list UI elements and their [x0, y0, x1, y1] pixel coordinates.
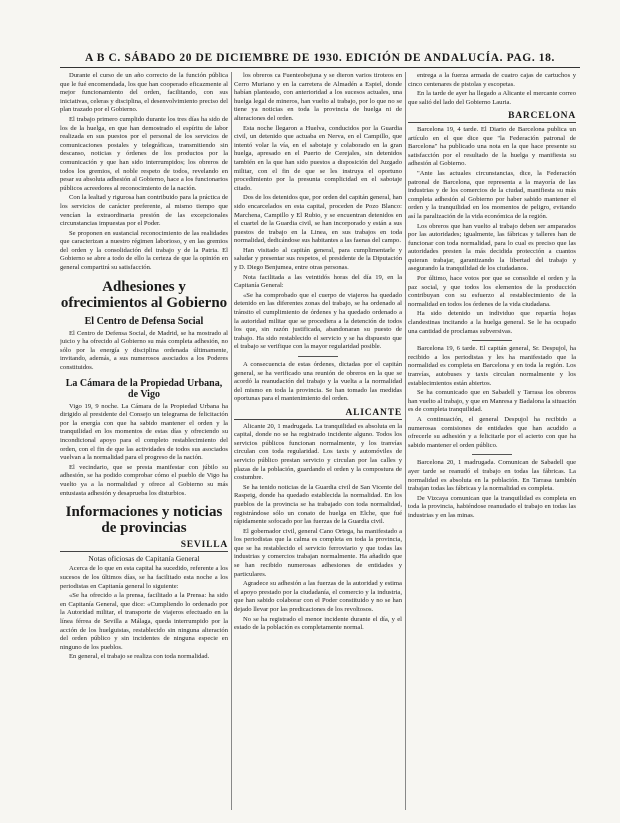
paragraph: Esta noche llegaron a Huelva, conducidos por la Guardia civil, un detenido que actuaba en Nerva, en el Campillo, que intentó volar la vía, en el sabotaje y colaborado en la gran huelga, apresado en el Puerto de Cerejales, sin detenidos también en la que han sido puestos a disposición del Juzgado militar, con el fin de que se les instruya el oportuno procedimiento por la presunta complicidad en el sabotaje citado.	[234, 124, 402, 192]
paragraph: En general, el trabajo se realiza con toda normalidad.	[69, 653, 210, 661]
paragraph: De Vizcaya comunican que la tranquilidad es completa en toda la provincia, habiéndose reanudado el trabajo en todas las industrias y en las minas.	[408, 494, 576, 519]
section-divider	[298, 356, 338, 357]
paragraph: Agradece su adhesión a las fuerzas de la autoridad y estima el apoyo prestado por la ciudadanía, el comercio y la industria, que han sabido colaborar con el Poder constituido y no se han dejado llevar por las predicaciones de los revoltosos.	[234, 580, 402, 614]
paragraph: A consecuencia de estas órdenes, dictadas por el capitán general, se ha verificado una reunión de obreros en la que se acordó la reanudación del trabajo y la vuelta a la normalidad del mismo en toda la provincia. Se han tomado las medidas oportunas para el mantenimiento del orden.	[234, 361, 402, 403]
paragraph: Los obreros que han vuelto al trabajo deben ser amparados por las autoridades; igualmente, las fábricas y talleres han de funcionar con toda normalidad, para lo cual es preciso que las autoridades presten la más decidida protección a cuantos quieran trabajar, garantizando la libertad del trabajo y asegurando la tranquilidad de los ciudadanos.	[408, 222, 576, 273]
paragraph: El trabajo primero cumplido durante los tres días ha sido de los de la huelga, en que han demostrado el espíritu de labor realizada en sus puestos por el personal de los servicios de comunicaciones postales y telegráficas, transmitiendo sin descanso, noticias y órdenes de los productos por la comunicación y que han sido interrumpidos; los obreros de todos los gremios, el noble respeto de todos, revelando en pesar su absoluta adhesión al Gobierno, hace a los funcionarios públicos acreedores al reconocimiento de la nación.	[60, 115, 228, 192]
paragraph: Barcelona 19, 4 tarde. El Diario de Barcelona publica un artículo en el que dice que "la Federación patronal de Barcelona" ha publicado una nota en la que hace presente su satisfacción por el resultado de la huelga y manifiesta su adhesión al Gobierno.	[408, 125, 576, 168]
paragraph: El vecindario, que se presta manifestar con júbilo su adhesión, se ha podido comprobar cómo el pueblo de Vigo ha vuelto ya a la normalidad y ofrece al Gobierno su más entusiasta adhesión y desaprueba los disturbios.	[60, 463, 228, 497]
column-3	[408, 72, 576, 812]
paragraph: El Centro de Defensa Social, de Madrid, se ha mostrado al juicio y ha ofrecido al Gobierno su más completa adhesión, no sólo por la energía y disciplina ordenada últimamente, invitando, además, a sus numerosos asociados a los Poderes constituidos.	[60, 329, 228, 372]
paragraph: Acerca de lo que en esta capital ha sucedido, referente a los sucesos de los últimos días, se ha facilitado esta noche a los periodistas en Capitanía general lo siguiente:	[60, 565, 228, 590]
section-subtitle: Notas oficiosas de Capitanía General	[88, 553, 200, 563]
city-heading-barcelona: BARCELONA	[408, 112, 576, 123]
paragraph: los obreros ca Fuenteobejuna y se dieron varios tiroteos en Cerro Muriano y en la carretera de Almadén a Espiel, donde habían planteado, con anterioridad a los sucesos actuales, una huelga legal de mineros, han vuelto al trabajo, por lo que no se tiene ya noticias en toda la provincia de huelga ni de alteraciones del orden.	[234, 72, 402, 122]
paragraph: Se proponen en sustancial reconocimiento de las realidades que caracterizan a nuestro régimen laborioso, y en las gremios del orden y la consolidación del trabajo y de la Patria. El Gobierno se abre a todo de ello la certeza de que la opinión en general compartirá su satisfacción.	[60, 229, 228, 272]
paragraph: «Se ha comprobado que el cuerpo de viajeros ha quedado detenido en las diferentes zonas del trabajo, se ha ordenado al tránsito el cumplimiento de órdenes y ha quedado ordenado a la autoridad militar que se procediera a la detención de todos los que, sin razón justificada, abandonaran su puesto de trabajo. Ha sido restablecido el servicio y se ha dispuesto que el trabajo se verifique con la mayor regularidad posible.	[234, 291, 402, 351]
paragraph: "Ante las actuales circunstancias, dice, la Federación patronal de Barcelona, que representa a la mayoría de las industrias y de los comercios de la ciudad, manifiesta su más completa adhesión al Gobierno por haber sabido mantener el orden y la tranquilidad en los momentos de peligro, evitando así la paralización de la vida económica de la región.	[408, 169, 576, 220]
paragraph: Alicante 20, 1 madrugada. La tranquilidad es absoluta en la capital, donde no se ha registrado incidente alguno. Todos los servicios públicos funcionan normalmente, y los tranvías circulan con toda regularidad. Los taxis y automóviles de servicio público prestan servicio y circulan por las calles y plazas de la población, guardando el orden y la compostura de costumbre.	[234, 422, 402, 482]
city-heading-alicante: ALICANTE	[234, 409, 402, 420]
city-heading-sevilla: SEVILLA	[60, 541, 228, 552]
paragraph: Durante el curso de un año correcto de la función pública que le fué encomendada, los que han cooperado eficazmente al mejor funcionamiento del orden, facilitando, con sus iniciativas, celeras y disciplina, el desenvolvimiento preciso del plan trazado por el Gobierno.	[60, 72, 228, 114]
paragraph: Se ha comunicado que en Sabadell y Tarrasa los obreros han vuelto al trabajo, y que en Manresa y Badalona la situación es de completa tranquilidad.	[408, 389, 576, 414]
paragraph: Por último, hace votos por que se consolide el orden y la paz social, y que todos los elementos de la producción contribuyan con su esfuerzo al restablecimiento de la normalidad en todos los órdenes de la vida ciudadana.	[408, 275, 576, 308]
page-header: A B C. SÁBADO 20 DE DICIEMBRE DE 1930. EDICIÓN DE ANDALUCÍA. PAG. 18.	[85, 52, 555, 64]
paragraph: «Se ha ofrecido a la prensa, facilitado a la Prensa: ha sido en Capitanía General, que dice: «Cumpliendo lo ordenado por la Autoridad militar, el transporte de viajeros efectuado en la línea férrea de Sevilla a Málaga, queda interrumpido por la acción de los huelguistas, restablecido sin ninguna alteración del orden público y sin incidentes de ninguna especie en ninguno de los pueblos.	[60, 592, 228, 651]
paragraph: Nota facilitada a las veintidós horas del día 19, en la Capitanía General:	[234, 273, 402, 290]
column-divider	[405, 72, 406, 810]
paragraph: Vigo 19, 9 noche. La Cámara de la Propiedad Urbana ha dirigido al presidente del Consejo un telegrama de felicitación por la energía con que ha sabido mantener el orden y la tranquilidad en los momentos de estas días y ofreciendo su incondicional apoyo para el completo restablecimiento del orden, con el fin de que las actividades de todos sus asociados vuelvan a la normalidad para el progreso de la nación.	[60, 402, 228, 462]
section-divider	[472, 340, 512, 341]
paragraph: Se ha tenido noticias de la Guardia civil de San Vicente del Raspeig, donde ha quedado establecida la normalidad. En los pueblos de la provincia se ha trabajado con toda normalidad, registrándose sólo un conato de huelga en Elche, que fué rápidamente sofocado por las fuerzas de la Guardia civil.	[234, 483, 402, 526]
subheadline-camara-vigo: La Cámara de la Propiedad Urbana, de Vigo	[65, 377, 223, 400]
paragraph: En la tarde de ayer ha llegado a Alicante el mercante correo que salió del lado del Gobierno Lauria.	[408, 90, 576, 106]
headline-provincias: Informaciones y noticias de provincias	[65, 504, 223, 537]
paragraph: Ha sido detenido un individuo que repartía hojas clandestinas incitando a la huelga general. Se le ha ocupado una cantidad de proclamas subversivas.	[408, 310, 576, 335]
header-rule	[60, 67, 580, 68]
paragraph: Barcelona 19, 6 tarde. El capitán general, Sr. Despujol, ha recibido a los periodistas y les ha manifestado que la normalidad es completa en Barcelona y en toda la región. Los tranvías, autobuses y taxis circulan normalmente y los establecimientos están abiertos.	[408, 345, 576, 387]
paragraph: entrega a la fuerza armada de cuatro cajas de cartuchos y cinco centenares de pistolas y escopetas.	[408, 72, 576, 88]
paragraph: No se ha registrado el menor incidente durante el día, y el estado de la población es completamente normal.	[234, 615, 402, 632]
headline-adhesiones: Adhesiones y ofrecimientos al Gobierno	[60, 278, 228, 311]
column-2	[234, 72, 402, 812]
column-divider	[231, 72, 232, 810]
paragraph: Han visitado al capitán general, para cumplimentarle y saludar y presentar sus respetos, el presidente de la Diputación y D. Diego Benjumea, entre otras personas.	[234, 246, 402, 272]
column-1	[60, 72, 228, 812]
subheadline-centro-defensa: El Centro de Defensa Social	[84, 315, 204, 327]
paragraph: Con la lealtad y rigurosa han contribuido para la práctica de los servicios de carácter preferente, al mismo tiempo que vencían la extraordinaria presión de las excepcionales circunstancias impuestas por el Poder.	[60, 194, 228, 228]
section-divider	[472, 454, 512, 455]
paragraph: El gobernador civil, general Cano Ortega, ha manifestado a los periodistas que la calma es completa en toda la provincia, que se ha restablecido el servicio ferroviario y que todas las industrias y comercios trabajan normalmente. Ha añadido que se han recibido numerosas adhesiones de entidades y particulares.	[234, 527, 402, 578]
paragraph: A continuación, el general Despujol ha recibido a numerosas comisiones de entidades que han acudido a ofrecerle su adhesión y a felicitarle por el acierto con que ha sabido mantener el orden público.	[408, 415, 576, 449]
paragraph: Dos de los detenidos que, por orden del capitán general, han sido encarcelados en esta capital, proceden de Pozo Blanco: Marchena, Campillo y El Rubio, y se encuentran detenidos en el cuartel de la Guardia civil, se han incorporado y están a sus puestos de trabajo en la Linea, en sus trabajos en toda normalidad, dedicándose sus habitantes a las faenas del campo.	[234, 194, 402, 245]
paragraph: Barcelona 20, 1 madrugada. Comunican de Sabadell que ayer tarde se reanudó el trabajo en todas las fábricas. La normalidad es absoluta en la población. En Tarrasa también trabajan todas las fábricas y la normalidad es completa.	[408, 459, 576, 493]
